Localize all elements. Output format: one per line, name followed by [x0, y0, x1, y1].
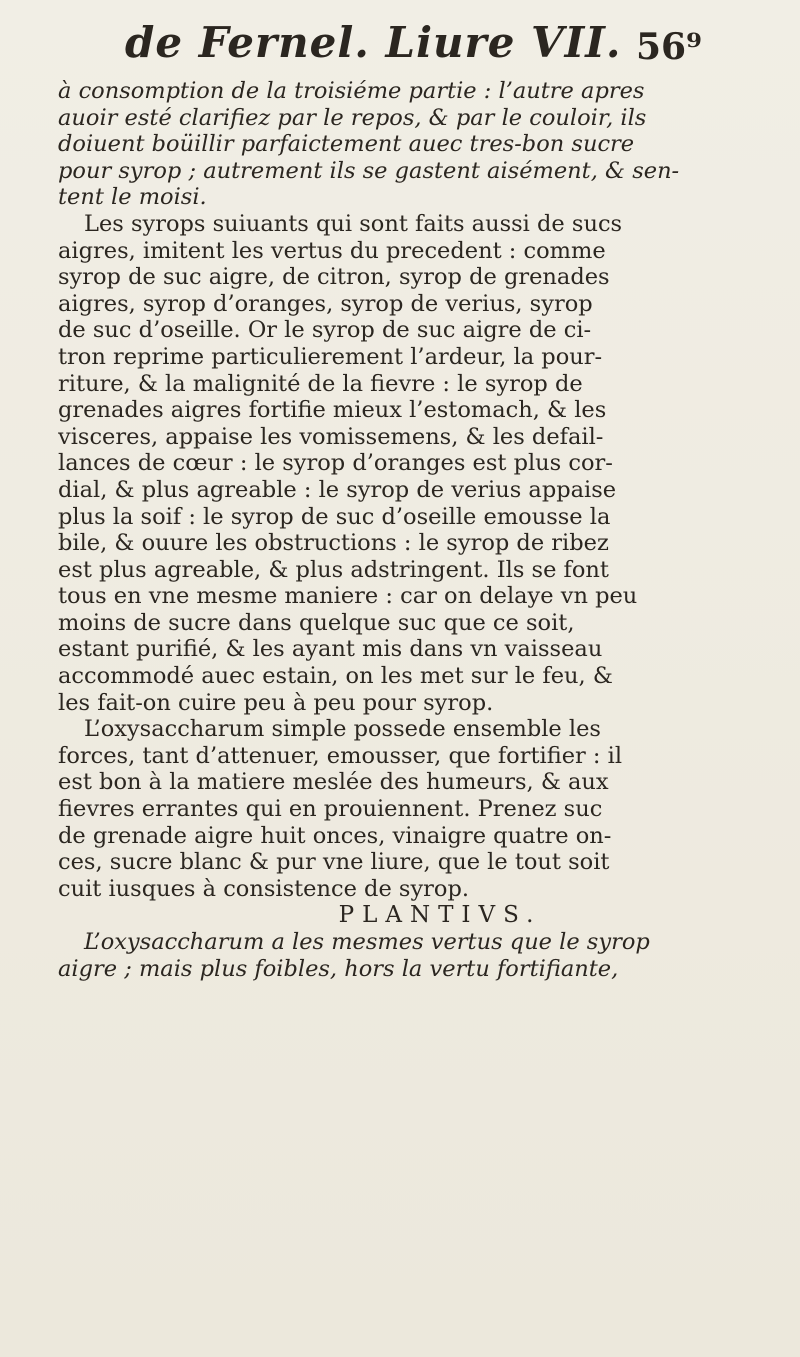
text-line: de grenade aigre huit onces, vinaigre quatre on- — [58, 822, 612, 849]
text-line: aigre ; mais plus foibles, hors la vertu fortifiante, — [58, 955, 619, 982]
page-header — [0, 18, 800, 68]
text-line: Les syrops suiuants qui sont faits aussi de sucs — [84, 210, 623, 237]
text-line: dial, & plus agreable : le syrop de verius appaise — [58, 476, 617, 503]
text-line: tron reprime particulierement l’ardeur, la pour- — [58, 343, 603, 370]
text-line: aigres, syrop d’oranges, syrop de verius, syrop — [58, 290, 593, 317]
text-line: L’oxysaccharum a les mesmes vertus que le syrop — [84, 929, 650, 955]
text-line: est plus agreable, & plus adstringent. Ils se font — [58, 556, 609, 583]
text-line: riture, & la malignité de la fievre : le syrop de — [58, 370, 583, 397]
text-line: bile, & ouure les obstructions : le syrop de ribez — [58, 530, 609, 557]
running-title: de Fernel. Liure VII. — [125, 18, 622, 67]
paragraph-closing — [58, 929, 782, 982]
text-line: tous en vne mesme maniere : car on delaye vn peu — [58, 583, 638, 610]
text-line: visceres, appaise les vomissemens, & les defail- — [58, 423, 604, 450]
text-line: à consomption de la troisiéme partie : l’autre apres — [58, 78, 645, 104]
text-line: L’oxysaccharum simple possede ensemble les — [84, 716, 601, 743]
text-line: cuit iusques à consistence de syrop. — [58, 875, 470, 902]
text-line: grenades aigres fortifie mieux l’estomach, & les — [58, 397, 607, 424]
section-heading: PLANTIVS. — [338, 902, 542, 929]
text-line: ces, sucre blanc & pur vne liure, que le tout soit — [58, 849, 610, 876]
text-line: les fait-on cuire peu à peu pour syrop. — [58, 689, 494, 716]
text-line: est bon à la matiere meslée des humeurs, & aux — [58, 769, 609, 796]
text-line: doiuent boüillir parfaictement auec tres-bon sucre — [58, 131, 635, 158]
text-line: moins de sucre dans quelque suc que ce soit, — [58, 609, 575, 636]
text-line: syrop de suc aigre, de citron, syrop de grenades — [58, 264, 610, 291]
text-line: accommodé auec estain, on les met sur le feu, & — [58, 663, 613, 690]
paragraph-syrops — [58, 211, 782, 716]
text-line: plus la soif : le syrop de suc d’oseille emousse la — [58, 503, 611, 530]
text-line: aigres, imitent les vertus du precedent : comme — [58, 237, 606, 264]
text-line: de suc d’oseille. Or le syrop de suc aigre de ci- — [58, 317, 592, 344]
body-text — [58, 78, 782, 982]
text-line: pour syrop ; autrement ils se gastent aisément, & sen- — [58, 157, 680, 184]
page-number: 56⁹ — [636, 26, 702, 68]
text-line: estant purifié, & les ayant mis dans vn vaisseau — [58, 636, 603, 663]
text-line: lances de cœur : le syrop d’oranges est plus cor- — [58, 450, 613, 477]
text-line: forces, tant d’attenuer, emousser, que fortifier : il — [58, 742, 623, 769]
text-line: fievres errantes qui en prouiennent. Prenez suc — [58, 796, 603, 823]
text-line: tent le moisi. — [58, 184, 207, 211]
paragraph-oxysaccharum — [58, 716, 782, 902]
text-line: auoir esté clarifiez par le repos, & par le couloir, ils — [58, 104, 647, 131]
paragraph-italic-intro — [58, 78, 782, 211]
